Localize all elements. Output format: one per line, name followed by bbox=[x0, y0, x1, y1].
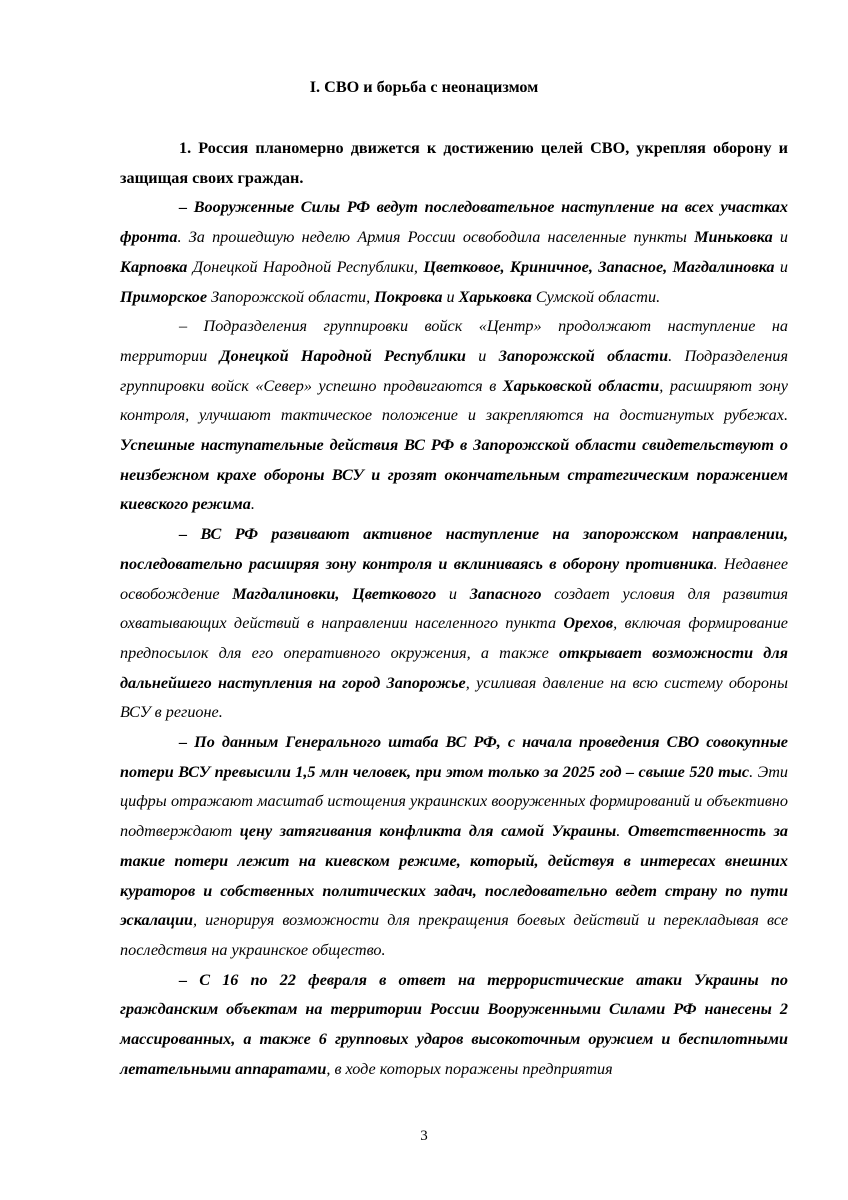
emphasis-run: Ответственность за такие потери лежит на киевском режиме, который, действуя в интересах внешних кураторов и собственных политических задач, последовательно ведет страну по пути эскалации bbox=[120, 822, 789, 930]
emphasis-run: Харьковской области bbox=[502, 376, 660, 395]
text-run: . За прошедшую неделю Армия России освободила населенные пункты bbox=[177, 228, 695, 247]
text-run: Сумской области. bbox=[531, 287, 661, 306]
emphasis-run: Донецкой Народной Республики bbox=[219, 346, 466, 365]
emphasis-run: Орехов bbox=[563, 614, 614, 633]
text-run: – Подразделения группировки войск «Центр» продолжают наступление на территории bbox=[120, 317, 788, 365]
emphasis-run: Приморское bbox=[120, 287, 208, 306]
text-run: . Эти цифры отражают масштаб истощения украинских вооруженных формирований и объективно подтверждают bbox=[120, 762, 788, 841]
text-run: , в ходе которых поражены предприятия bbox=[326, 1059, 613, 1078]
text-run: и bbox=[442, 287, 459, 306]
emphasis-run: – ВС РФ развивают активное наступление на запорожском направлении, последовательно расширяя зону контроля и вклиниваясь в оборону противника bbox=[120, 525, 788, 573]
emphasis-run: Цветковое, Криничное, Запасное, Магдалиновка bbox=[423, 257, 775, 276]
text-run: , игнорируя возможности для прекращения боевых действий и перекладывая все последствия на украинское общество. bbox=[120, 911, 788, 959]
emphasis-run: Покровка bbox=[374, 287, 443, 306]
emphasis-run: Запасного bbox=[469, 584, 542, 603]
emphasis-run: Миньковка bbox=[694, 228, 773, 247]
text-run: Донецкой Народной Республики, bbox=[187, 257, 424, 276]
emphasis-run: – По данным Генерального штаба ВС РФ, с начала проведения СВО совокупные потери ВСУ превысили 1,5 млн человек, при этом только за 2025 год – свыше 520 тыс bbox=[120, 733, 788, 781]
text-run: , расширяют зону контроля, улучшают тактическое положение и закрепляются на достигнутых рубежах. bbox=[120, 376, 788, 425]
bullet-paragraph bbox=[120, 728, 788, 966]
lead-paragraph: 1. Россия планомерно движется к достижению целей СВО, укрепляя оборону и защищая своих граждан. bbox=[120, 139, 788, 187]
text-run: . Недавнее освобождение bbox=[120, 554, 789, 603]
bullet-paragraph bbox=[120, 966, 788, 1085]
text-run: и bbox=[772, 228, 789, 247]
text-run: . bbox=[616, 822, 628, 841]
bullet-paragraph bbox=[120, 193, 788, 312]
emphasis-run: Запорожской области bbox=[498, 346, 669, 365]
page-number: 3 bbox=[420, 1128, 428, 1144]
text-run: . Подразделения группировки войск «Север» успешно продвигаются в bbox=[120, 346, 789, 395]
text-run: и bbox=[774, 257, 789, 276]
text-run: создает условия для развития охватывающих действий в направлении населенного пункта bbox=[120, 584, 788, 633]
text-run: Запорожской области, bbox=[207, 287, 375, 306]
emphasis-run: цену затягивания конфликта для самой Украины bbox=[239, 822, 617, 841]
emphasis-run: Карповка bbox=[120, 257, 188, 276]
emphasis-run: – Вооруженные Силы РФ ведут последовательное наступление на всех участках фронта bbox=[120, 198, 788, 247]
text-run: , усиливая давление на всю систему обороны ВСУ в регионе. bbox=[120, 673, 788, 722]
text-run: и bbox=[436, 584, 470, 603]
emphasis-run: открывает возможности для дальнейшего наступления на город Запорожье bbox=[120, 643, 788, 692]
emphasis-run: Магдалиновки, Цветкового bbox=[232, 584, 437, 603]
emphasis-run: Харьковка bbox=[458, 287, 532, 306]
emphasis-run: – С 16 по 22 февраля в ответ на террористические атаки Украины по гражданским объектам на территории России Вооруженными Силами РФ нанесены 2 массированных, а также 6 групповых ударов высокоточным оружием и беспилотными летательными аппаратами bbox=[120, 970, 788, 1078]
emphasis-run: Успешные наступательные действия ВС РФ в Запорожской области свидетельствуют о неизбежном крахе обороны ВСУ и грозят окончательным стратегическим поражением киевского режима bbox=[120, 436, 788, 514]
document-body bbox=[120, 134, 788, 1085]
bullet-paragraph bbox=[120, 312, 788, 520]
text-run: . bbox=[250, 495, 255, 514]
text-run: , включая формирование предпосылок для его оперативного окружения, а также bbox=[120, 614, 788, 662]
bullet-paragraph bbox=[120, 520, 788, 728]
section-title: I. СВО и борьба с неонацизмом bbox=[309, 78, 539, 96]
text-run: и bbox=[465, 346, 499, 365]
